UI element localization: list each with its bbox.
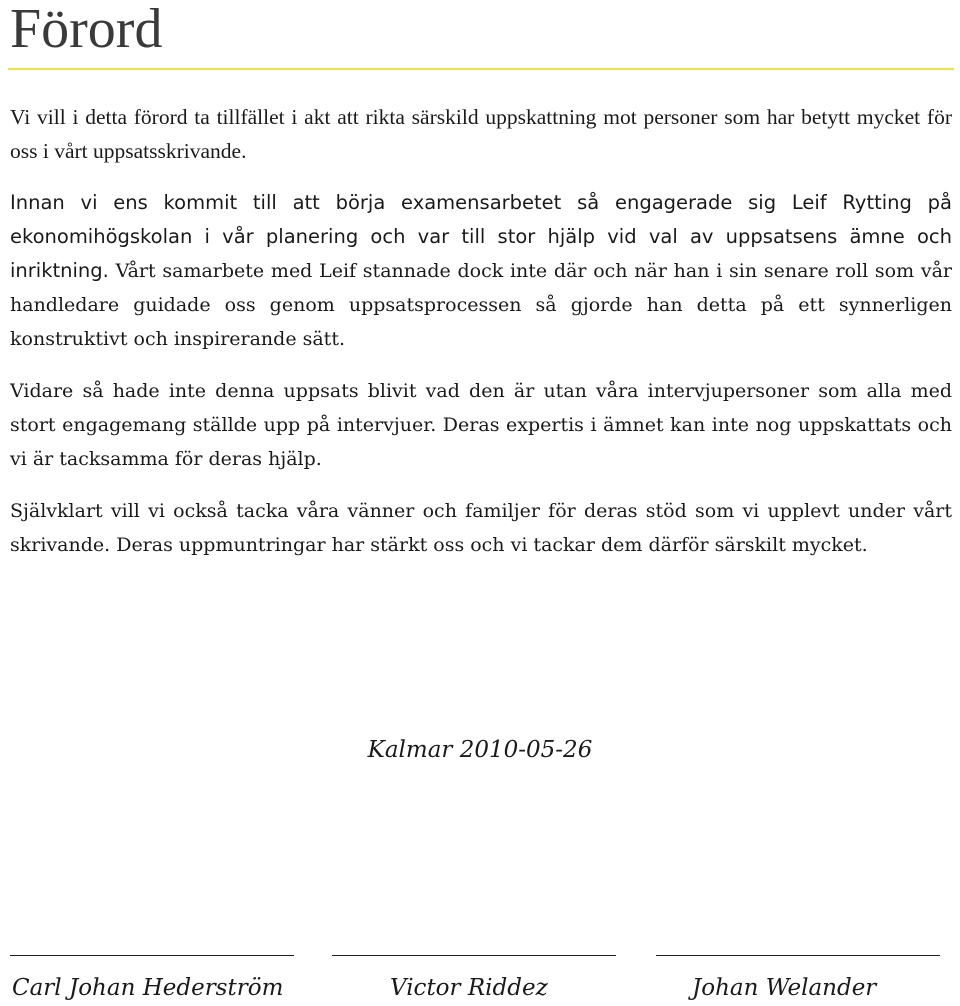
place-date: Kalmar 2010-05-26	[367, 737, 593, 763]
signature-name-3: Johan Welander	[692, 975, 877, 1001]
signature-line-1	[10, 955, 294, 956]
paragraph-supervisor	[10, 186, 952, 356]
signature-line-3	[656, 955, 940, 956]
paragraph-supervisor-part1: Innan vi ens kommit till att börja examensarbetet så engagerade sig Leif Rytting på ekonomihögskolan i vår planering och var till stor hjälp vid val av uppsatsens ämne och inriktning.	[10, 191, 952, 282]
foreword-body	[10, 100, 952, 580]
title-divider	[8, 68, 954, 70]
page-title: Förord	[10, 0, 163, 60]
signature-name-1: Carl Johan Hederström	[12, 975, 284, 1001]
signature-name-2: Victor Riddez	[390, 975, 548, 1001]
paragraph-interviewees: Vidare så hade inte denna uppsats blivit vad den är utan våra intervjupersoner som alla med stort engagemang ställde upp på intervjuer. Deras expertis i ämnet kan inte nog uppskattats och vi är tacksamma för deras hjälp.	[10, 380, 952, 470]
paragraph-family: Självklart vill vi också tacka våra vänner och familjer för deras stöd som vi upplevt under vårt skrivande. Deras uppmuntringar har stärkt oss och vi tackar dem därför särskilt mycket.	[10, 500, 952, 556]
paragraph-intro: Vi vill i detta förord ta tillfället i akt att rikta särskild uppskattning mot personer som har betytt mycket för oss i vårt uppsatsskrivande.	[10, 105, 952, 163]
signature-line-2	[332, 955, 616, 956]
paragraph-supervisor-part2: Vårt samarbete med Leif stannade dock inte där och när han i sin senare roll som vår handledare guidade oss genom uppsatsprocessen så gjorde han detta på ett synnerligen konstruktivt och inspirerande sätt.	[10, 260, 952, 350]
